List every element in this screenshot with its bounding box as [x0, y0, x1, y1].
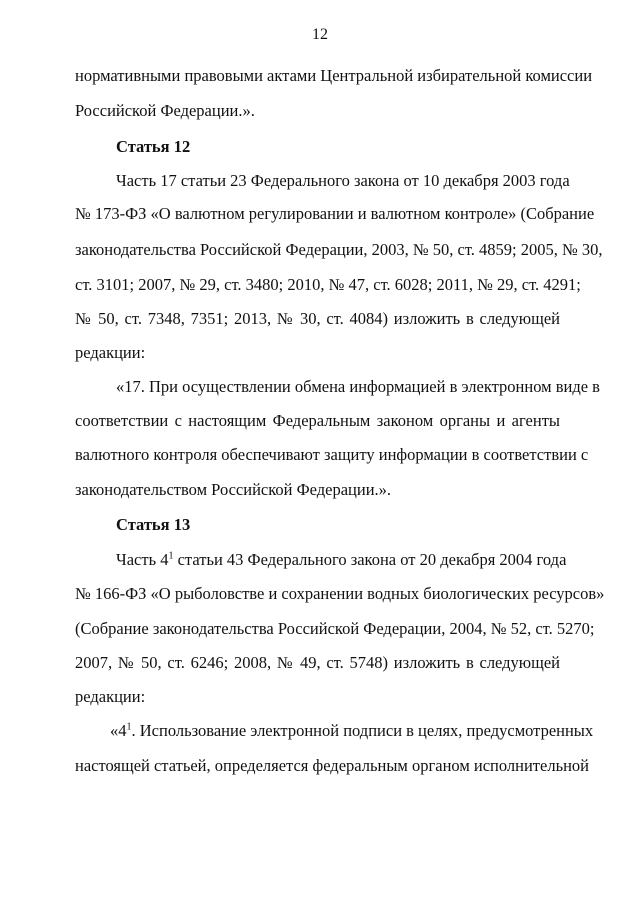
text-line: нормативными правовыми актами Центральной избирательной комиссии — [75, 66, 593, 85]
text-line: ст. 3101; 2007, № 29, ст. 3480; 2010, № 47, ст. 6028; 2011, № 29, ст. 4291; — [75, 275, 581, 294]
text-line: № 50, ст. 7348, 7351; 2013, № 30, ст. 4084) изложить в следующей — [75, 309, 560, 328]
text-line — [116, 550, 567, 570]
text-line: Часть 17 статьи 23 Федерального закона от 10 декабря 2003 года — [116, 171, 570, 190]
page-number: 12 — [312, 26, 328, 43]
text-line: редакции: — [75, 343, 146, 362]
superscript: 1 — [126, 721, 132, 733]
text-line: № 173-ФЗ «О валютном регулировании и валютном контроле» (Собрание — [75, 204, 595, 223]
text-line — [110, 721, 594, 741]
text-line: законодательства Российской Федерации, 2003, № 50, ст. 4859; 2005, № 30, — [75, 240, 603, 259]
text-line: редакции: — [75, 687, 146, 706]
article-13-heading: Статья 13 — [116, 515, 191, 534]
text-line: законодательством Российской Федерации.». — [75, 480, 392, 499]
superscript: 1 — [168, 550, 174, 562]
text-line: валютного контроля обеспечивают защиту информации в соответствии с — [75, 445, 589, 464]
text-fragment: Часть 4 — [116, 550, 169, 569]
text-line: настоящей статьей, определяется федеральным органом исполнительной — [75, 756, 590, 775]
text-line: «17. При осуществлении обмена информацией в электронном виде в — [116, 377, 600, 396]
text-line: соответствии с настоящим Федеральным законом органы и агенты — [75, 411, 560, 430]
text-fragment: «4 — [110, 721, 127, 740]
article-12-heading: Статья 12 — [116, 137, 191, 156]
text-line: (Собрание законодательства Российской Федерации, 2004, № 52, ст. 5270; — [75, 619, 595, 638]
text-line: № 166-ФЗ «О рыболовстве и сохранении водных биологических ресурсов» — [75, 584, 605, 603]
text-fragment: . Использование электронной подписи в целях, предусмотренных — [131, 721, 594, 740]
text-line: 2007, № 50, ст. 6246; 2008, № 49, ст. 5748) изложить в следующей — [75, 653, 560, 672]
text-fragment: статьи 43 Федерального закона от 20 декабря 2004 года — [173, 550, 567, 569]
text-line: Российской Федерации.». — [75, 101, 255, 120]
